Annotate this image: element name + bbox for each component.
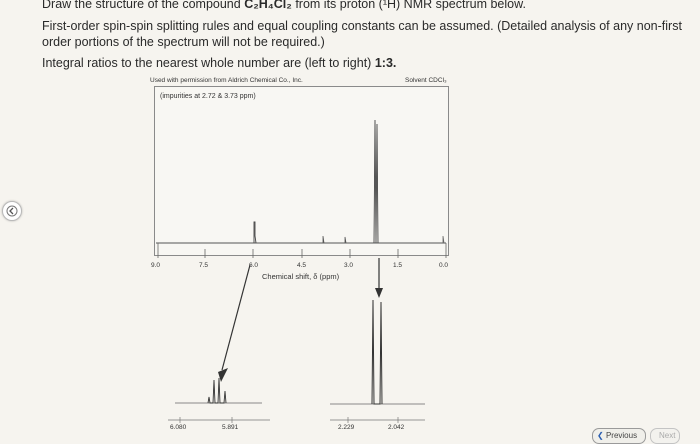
compound-formula: C₂H₄Cl₂ [244,0,292,11]
peak-label: 2.042 [388,424,405,431]
axis-label: Chemical shift, δ (ppm) [262,272,340,281]
tick-label: 6.0 [249,262,259,269]
integral-ratio-value: 1:3. [374,56,397,70]
chevron-left-icon: ❮ [597,431,604,440]
peak-doublet-main [374,120,378,243]
next-button[interactable] [650,428,680,444]
quartet-inset-peaks [208,378,226,403]
solvent-label: Solvent CDCl₃ [405,77,447,84]
previous-label: Previous [605,431,638,440]
peak-label: 2.229 [338,424,355,431]
peak-label: 5.891 [222,424,239,431]
spectrum-axis-ticks [158,243,446,258]
peak-solvent [443,236,444,243]
integral-ratio-text: Integral ratios to the nearest whole number are (left to right) [42,56,372,70]
peak-quartet-main [254,222,256,243]
tick-label: 1.5 [393,262,403,269]
permission-credit: Used with permission from Aldrich Chemical Co., Inc. [150,77,303,84]
doublet-inset-peaks [372,300,382,404]
tick-label: 0.0 [439,262,449,269]
impurities-note: (impurities at 2.72 & 3.73 ppm) [160,93,256,100]
peak-impurity-3.73 [323,236,324,243]
peak-label: 6.080 [170,424,187,431]
tick-label: 7.5 [199,262,209,269]
peak-impurity-2.72 [345,237,346,243]
next-label: Next [659,431,676,440]
question-text: from its proton (¹H) NMR spectrum below. [295,0,526,11]
tick-label: 4.5 [297,262,307,269]
arrow-to-quartet-inset [222,265,250,370]
question-line-2: First-order spin-spin splitting rules and equal coupling constants can be assumed. (Detailed analysis of any non-first [42,19,682,33]
previous-button[interactable] [592,428,646,444]
question-line-3: order portions of the spectrum will not be required.) [42,35,325,49]
question-text: Draw the structure of the compound [42,0,241,11]
tick-label: 3.0 [344,262,354,269]
tick-label: 9.0 [151,262,161,269]
